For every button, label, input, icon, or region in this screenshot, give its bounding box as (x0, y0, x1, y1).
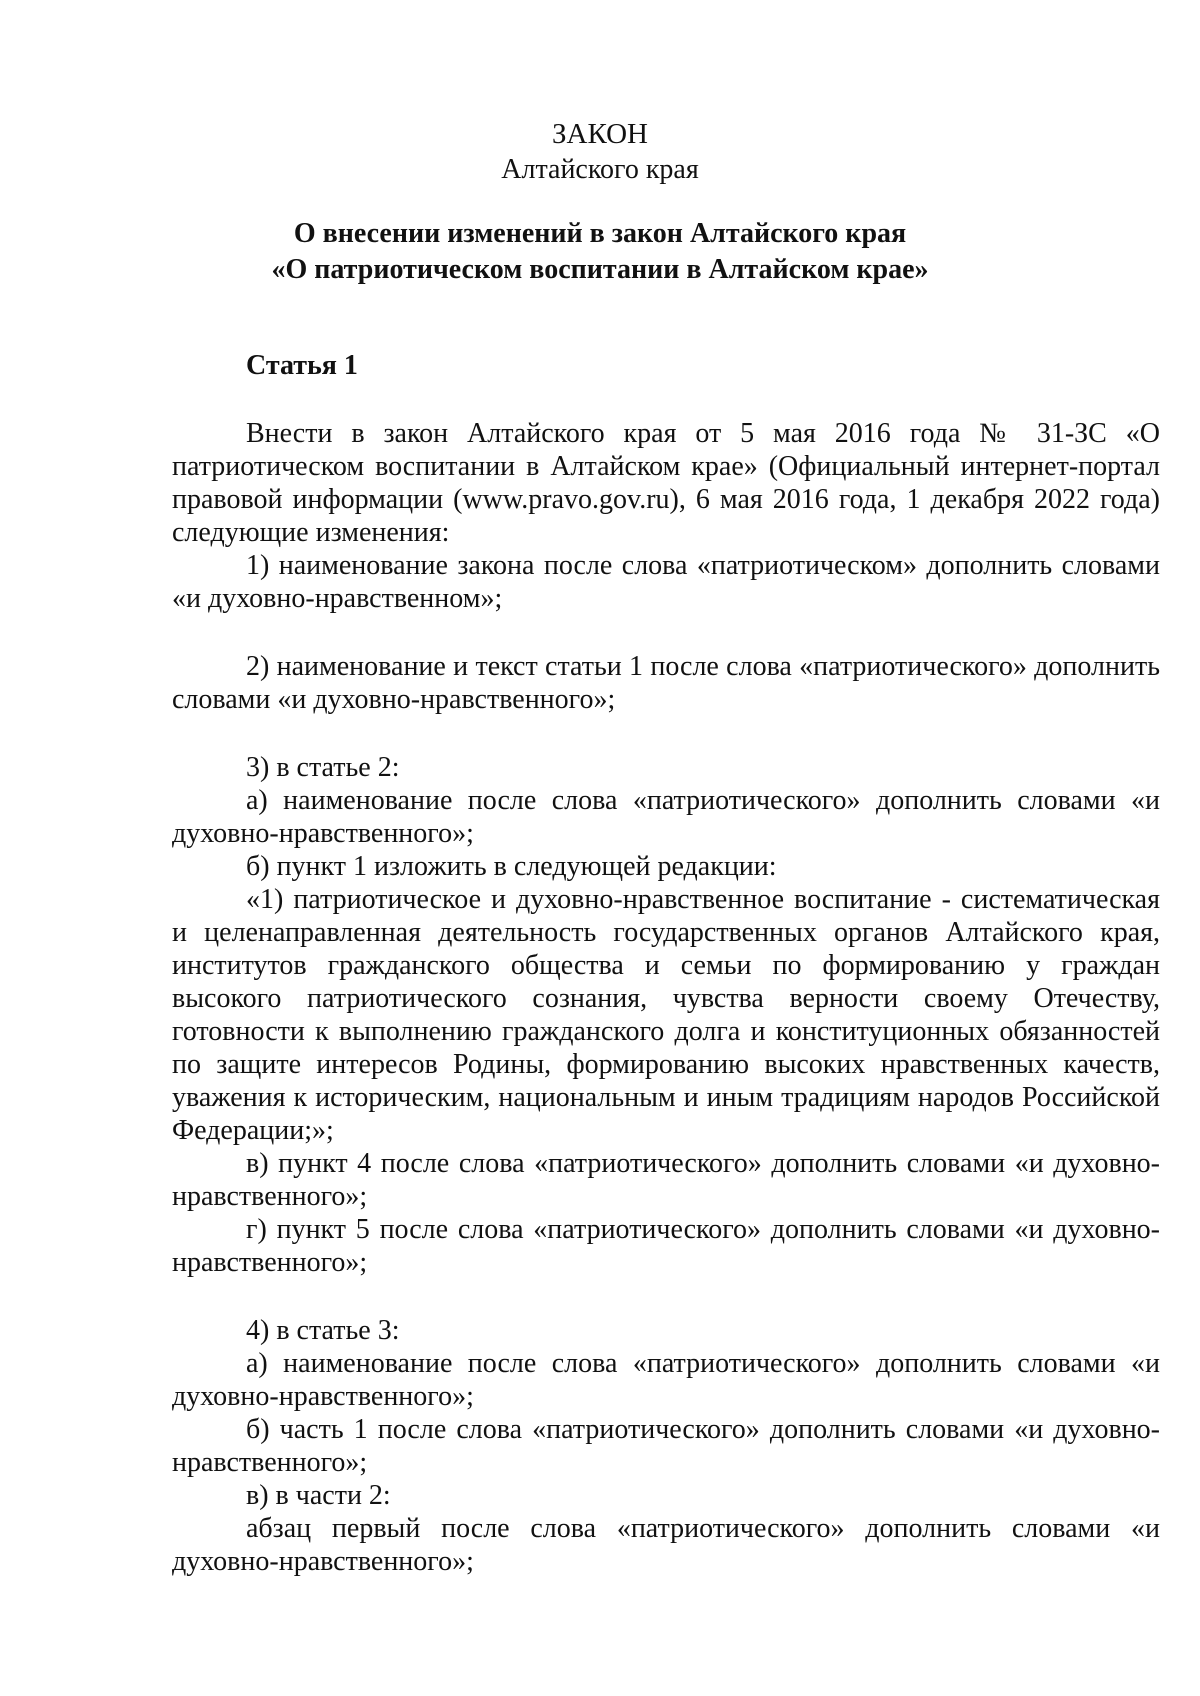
paragraph-item-4: 4) в статье 3: (246, 1315, 400, 1346)
paragraph-item-4v-abzac: абзац первый после слова «патриотического» дополнить словами «и духовно-нравственного»; (172, 1513, 1160, 1577)
paragraph-intro: Внести в закон Алтайского края от 5 мая 2016 года № 31-ЗС «О патриотическом воспитании в Алтайском крае» (Официальный интернет-портал правовой информации (www.pravo.gov.ru), 6 мая 2016 года, 1 декабря 2022 года) следующие изменения: (172, 418, 1160, 548)
paragraph-item-1: 1) наименование закона после слова «патриотическом» дополнить словами «и духовно-нравственном»; (172, 550, 1160, 614)
paragraph-item-3b: б) пункт 1 изложить в следующей редакции: (246, 851, 777, 882)
paragraph-item-4v: в) в части 2: (246, 1480, 391, 1511)
paragraph-item-4a: а) наименование после слова «патриотического» дополнить словами «и духовно-нравственного»; (172, 1348, 1160, 1412)
paragraph-item-3v: в) пункт 4 после слова «патриотического» дополнить словами «и духовно-нравственного»; (172, 1148, 1160, 1212)
paragraph-item-3a: а) наименование после слова «патриотического» дополнить словами «и духовно-нравственного»; (172, 785, 1160, 849)
article-body (172, 417, 1160, 1578)
doc-type: ЗАКОН (552, 118, 648, 150)
paragraph-item-2: 2) наименование и текст статьи 1 после слова «патриотического» дополнить словами «и духовно-нравственного»; (172, 651, 1160, 715)
doc-title-line-1: О внесении изменений в закон Алтайского края (293, 218, 907, 249)
doc-title-line-2: «О патриотическом воспитании в Алтайском крае» (271, 254, 929, 285)
article-heading: Статья 1 (246, 350, 358, 381)
paragraph-item-3b-text: «1) патриотическое и духовно-нравственное воспитание - систематическая и целенаправленная деятельность государственных органов Алтайского края, институтов гражданского общества и семьи по формированию у граждан высокого патриотического сознания, чувства верности своему Отечеству, готовности к выполнению гражданского долга и конституционных обязанностей по защите интересов Родины, формированию высоких нравственных качеств, уважения к историческим, национальным и иным традициям народов Российской Федерации;»; (172, 884, 1160, 1146)
paragraph-item-3: 3) в статье 2: (246, 752, 400, 783)
paragraph-item-3g: г) пункт 5 после слова «патриотического» дополнить словами «и духовно-нравственного»; (172, 1214, 1160, 1278)
paragraph-item-4b: б) часть 1 после слова «патриотического» дополнить словами «и духовно-нравственного»; (172, 1414, 1160, 1478)
doc-region: Алтайского края (501, 154, 699, 185)
